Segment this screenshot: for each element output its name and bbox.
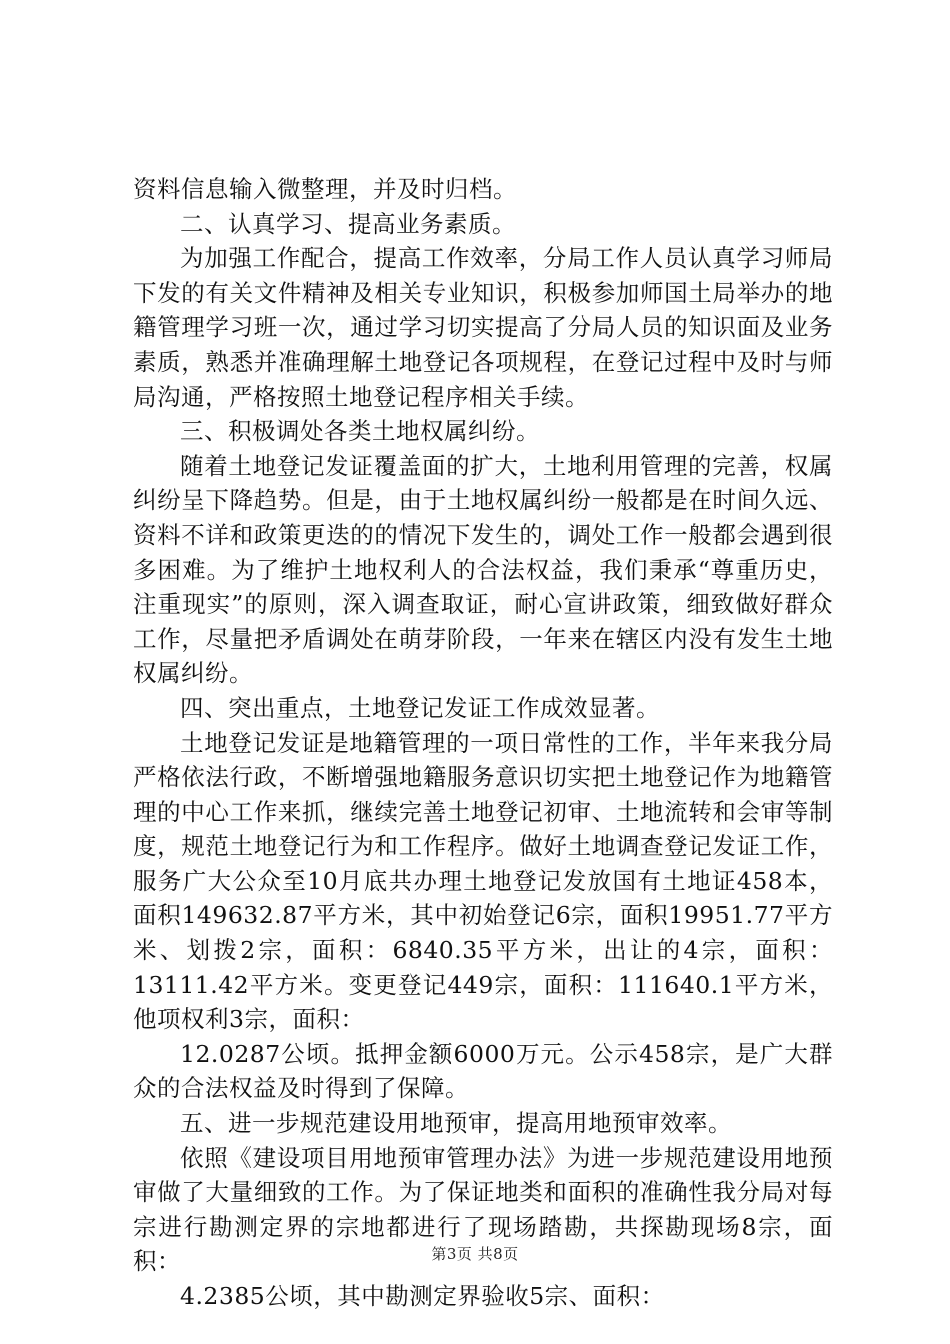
- section-heading-2: 二、认真学习、提高业务素质。: [180, 209, 516, 238]
- section-heading-5: 五、进一步规范建设用地预审，提高用地预审效率。: [180, 1109, 732, 1138]
- page-footer: [0, 1244, 950, 1264]
- paragraph-preliminary-review: 依照《建设项目用地预审管理办法》为进一步规范建设用地预审做了大量细致的工作。为了保证地类和面积的准确性我分局对每宗进行勘测定界的宗地都进行了现场踏勘，共探勘现场8宗，面积：: [133, 1143, 833, 1276]
- paragraph-registration-cont: 12.0287公顷。抵押金额6000万元。公示458宗，是广大群众的合法权益及时得到了保障。: [133, 1039, 833, 1103]
- paragraph-preliminary-review-cont: 4.2385公顷，其中勘测定界验收5宗、面积：: [180, 1282, 665, 1310]
- section-heading-3: 三、积极调处各类土地权属纠纷。: [180, 417, 540, 446]
- paragraph-disputes: 随着土地登记发证覆盖面的扩大，土地利用管理的完善，权属纠纷呈下降趋势。但是，由于土地权属纠纷一般都是在时间久远、资料不详和政策更迭的的情况下发生的，调处工作一般都会遇到很多困难。为了维护土地权利人的合法权益，我们秉承“尊重历史，注重现实”的原则，深入调查取证，耐心宣讲政策，细致做好群众工作，尽量把矛盾调处在萌芽阶段，一年来在辖区内没有发生土地权属纠纷。: [133, 451, 833, 688]
- paragraph-study: 为加强工作配合，提高工作效率，分局工作人员认真学习师局下发的有关文件精神及相关专业知识，积极参加师国土局举办的地籍管理学习班一次，通过学习切实提高了分局人员的知识面及业务素质，熟悉并准确理解土地登记各项规程，在登记过程中及时与师局沟通，严格按照土地登记程序相关手续。: [133, 244, 833, 411]
- paragraph-registration: 土地登记发证是地籍管理的一项日常性的工作，半年来我分局严格依法行政，不断增强地籍服务意识切实把土地登记作为地籍管理的中心工作来抓，继续完善土地登记初审、土地流转和会审等制度，规范土地登记行为和工作程序。做好土地调查登记发证工作，服务广大公众至10月底共办理土地登记发放国有土地证458本，面积149632.87平方米，其中初始登记6宗，面积19951.77平方米、划拨2宗，面积：6840.35平方米，出让的4宗，面积：13111.42平方米。变更登记449宗，面积：111640.1平方米，他项权利3宗，面积：: [133, 728, 833, 1034]
- document-body: [133, 172, 833, 1314]
- page-number-label: 第3页 共8页: [431, 1245, 519, 1263]
- section-heading-4: 四、突出重点，土地登记发证工作成效显著。: [180, 693, 660, 722]
- paragraph-continuation: 资料信息输入微整理，并及时归档。: [133, 175, 517, 203]
